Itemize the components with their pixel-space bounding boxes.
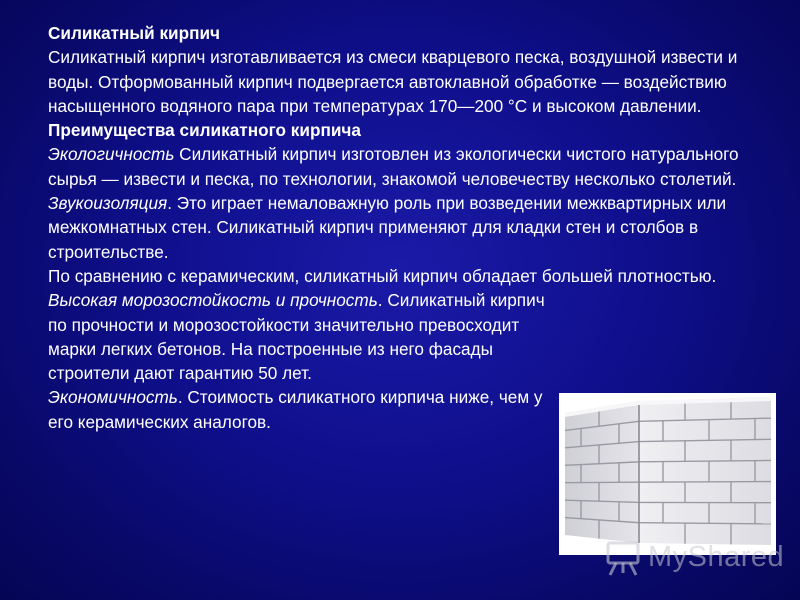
silicate-brick-wall-image (559, 393, 776, 555)
presentation-board-icon (604, 537, 644, 582)
econ-text: . Стоимость силикатного кирпича ниже, чем у его керамических аналогов. (48, 387, 543, 432)
eco-term: Экологичность (48, 144, 175, 165)
sound-text: . Это играет немаловажную роль при возведении межквартирных или межкомнатных стен. Силикатный кирпич применяют для кладки стен и столбов в строительстве. (48, 193, 727, 262)
slide-text (48, 21, 768, 434)
eco-paragraph (48, 142, 768, 191)
eco-text: Силикатный кирпич изготовлен из экологически чистого натурального сырья — извести и песка, по технологии, знакомой человечеству несколько столетий. (48, 144, 739, 189)
density-paragraph: По сравнению с керамическим, силикатный кирпич обладает большей плотностью. (48, 265, 717, 286)
econ-paragraph (48, 385, 563, 434)
sound-term: Звукоизоляция (48, 193, 168, 214)
advantages-heading: Преимущества силикатного кирпича (48, 120, 361, 141)
watermark-text: MyShared (648, 541, 785, 573)
frost-term: Высокая морозостойкость и прочность (48, 290, 378, 311)
slide-title: Силикатный кирпич (48, 23, 221, 43)
intro-paragraph: Силикатный кирпич изготавливается из смеси кварцевого песка, воздушной извести и воды. Отформованный кирпич подвергается автоклавной обработке — воздействию насыщенного водяного пара при температурах 170—200 °С и высоком давлении. (48, 47, 738, 116)
econ-term: Экономичность (48, 387, 178, 408)
sound-paragraph (48, 191, 768, 264)
frost-text: . Силикатный кирпич по прочности и морозостойкости значительно превосходит марки легких бетонов. На построенные из него фасады строители дают гарантию 50 лет. (48, 290, 545, 384)
myshared-watermark (604, 535, 784, 581)
frost-paragraph (48, 288, 563, 385)
